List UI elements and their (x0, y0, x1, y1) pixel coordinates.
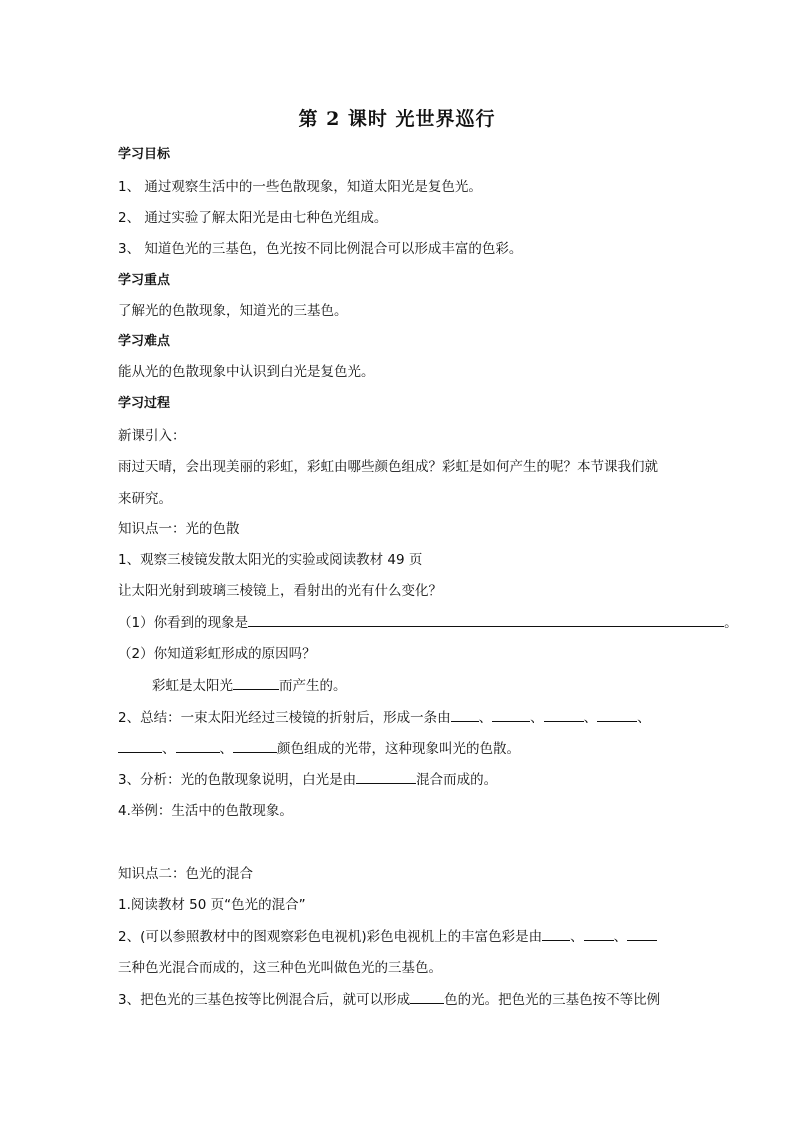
answer-blank[interactable] (584, 927, 614, 941)
answer-blank[interactable] (597, 708, 637, 722)
kp2-step-3 (118, 990, 660, 1009)
answer-2-post: 而产生的。 (279, 678, 347, 694)
answer-blank[interactable] (542, 927, 570, 941)
goal-item-1: 1、 通过观察生活中的一些色散现象，知道太阳光是复色光。 (118, 179, 482, 195)
analysis-post: 混合而成的。 (416, 772, 498, 788)
kp1-question-1 (118, 613, 738, 632)
answer-blank[interactable] (410, 990, 444, 1004)
intro-line-2: 来研究。 (118, 491, 172, 507)
separator: 、 (583, 710, 598, 726)
kp2-step-2b: 三种色光混合而成的，这三种色光叫做色光的三基色。 (118, 960, 442, 976)
kp2-step-1: 1.阅读教材 50 页“色光的混合” (118, 897, 306, 913)
difficulty-text: 能从光的色散现象中认识到白光是复色光。 (118, 364, 375, 380)
answer-blank[interactable] (484, 613, 724, 627)
separator: 、 (570, 929, 584, 945)
focus-text: 了解光的色散现象，知道光的三基色。 (118, 303, 348, 319)
answer-blank[interactable] (356, 770, 416, 784)
separator: 、 (478, 710, 493, 726)
answer-blank[interactable] (233, 739, 277, 753)
kp1-analysis (118, 770, 497, 789)
separator: 、 (219, 741, 233, 757)
kp1-summary-line-2 (118, 739, 520, 758)
separator: 、 (162, 741, 176, 757)
kp1-label: 知识点一：光的色散 (118, 521, 240, 537)
kp2-step-2 (118, 927, 657, 946)
answer-blank[interactable] (248, 613, 484, 627)
process-heading: 学习过程 (118, 396, 171, 411)
answer-blank[interactable] (176, 739, 220, 753)
answer-blank[interactable] (118, 739, 162, 753)
kp2-step-3-pre: 3、把色光的三基色按等比例混合后，就可以形成 (118, 992, 411, 1008)
goal-item-3: 3、 知道色光的三基色，色光按不同比例混合可以形成丰富的色彩。 (118, 241, 523, 257)
goal-item-2: 2、 通过实验了解太阳光是由七种色光组成。 (118, 210, 388, 226)
question-1-text: （1）你看到的现象是 (118, 615, 249, 631)
separator: 、 (637, 710, 651, 726)
kp1-step-1: 1、观察三棱镜发散太阳光的实验或阅读教材 49 页 (118, 552, 423, 568)
focus-heading: 学习重点 (118, 273, 171, 288)
separator: 、 (530, 710, 544, 726)
goals-heading: 学习目标 (118, 147, 171, 162)
kp1-step-1b: 让太阳光射到玻璃三棱镜上，看射出的光有什么变化？ (118, 583, 442, 599)
intro-line-1: 雨过天晴，会出现美丽的彩虹，彩虹由哪些颜色组成？彩虹是如何产生的呢？本节课我们就 (118, 459, 658, 475)
answer-blank[interactable] (451, 708, 479, 722)
answer-2-pre: 彩虹是太阳光 (152, 678, 233, 694)
kp2-step-3-post: 色的光。把色光的三基色按不等比例 (444, 992, 661, 1008)
page-title: 第 2 课时 光世界巡行 (298, 108, 496, 130)
separator: 、 (613, 929, 628, 945)
kp1-summary (118, 708, 651, 727)
answer-blank[interactable] (627, 927, 657, 941)
kp2-step-2-pre: 2、(可以参照教材中的图观察彩色电视机)彩色电视机上的丰富色彩是由 (118, 929, 543, 945)
question-1-end: 。 (724, 615, 738, 631)
answer-blank[interactable] (544, 708, 584, 722)
summary-pre: 2、总结：一束太阳光经过三棱镜的折射后，形成一条由 (118, 710, 451, 726)
summary-post: 颜色组成的光带，这种现象叫光的色散。 (277, 741, 520, 757)
difficulty-heading: 学习难点 (118, 334, 171, 349)
kp1-answer-2 (152, 676, 347, 695)
intro-label: 新课引入： (118, 428, 186, 444)
answer-blank[interactable] (492, 708, 530, 722)
answer-blank[interactable] (233, 676, 279, 690)
analysis-pre: 3、分析：光的色散现象说明，白光是由 (118, 772, 357, 788)
kp1-example: 4.举例：生活中的色散现象。 (118, 803, 293, 819)
kp2-label: 知识点二：色光的混合 (118, 866, 253, 882)
kp1-question-2: （2）你知道彩虹形成的原因吗？ (118, 646, 316, 662)
